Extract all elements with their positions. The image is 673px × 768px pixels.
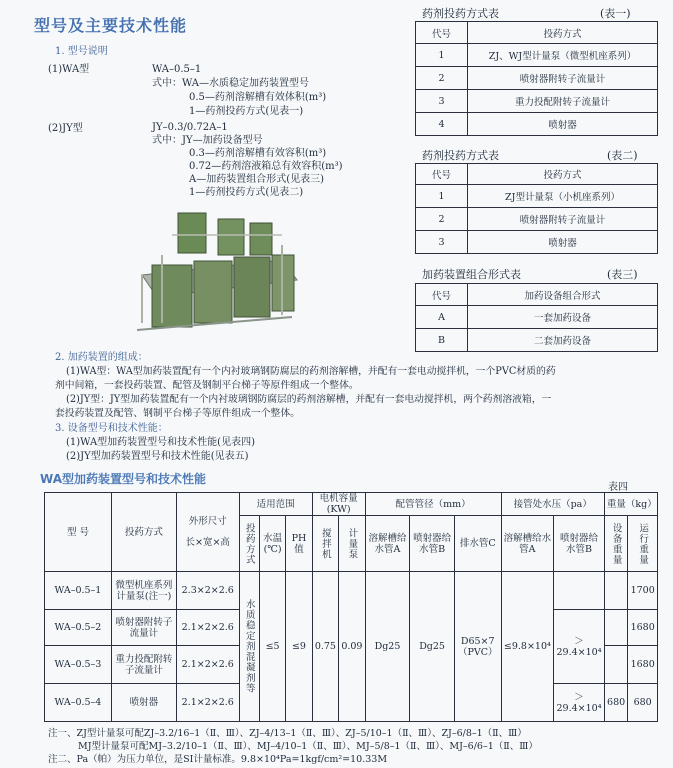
table2-title: 药剂投药方式表 [422, 149, 499, 162]
table4-sub-stir: 搅拌机 [312, 516, 339, 572]
table-row: 3 喷射器 [416, 231, 658, 254]
page-title: 型号及主要技术性能 [34, 16, 188, 35]
table4-sub-pump: 计量泵 [339, 516, 366, 572]
table4-header-size-unit: 长×宽×高 [185, 537, 230, 548]
jy-line-2: 0.3—药剂溶解槽有效容积(m³) [189, 148, 327, 159]
table4 [44, 492, 658, 722]
table3-header-form: 加药设备组合形式 [468, 284, 658, 306]
table4-header-size-label: 外形尺寸 [188, 516, 227, 527]
table4-header-size [176, 493, 239, 572]
jy-line-4: A—加药装置组合形式(见表三) [189, 174, 325, 185]
composition-p2-line2: 套投药装置及配管、钢制平台梯子等原件组成一个整体。 [55, 408, 300, 419]
table2-tag: (表二) [607, 149, 638, 162]
table4-sub-drain: 排水管C [454, 516, 501, 572]
table4-header-pipe: 配管管径（mm） [365, 493, 501, 516]
jy-label: (2)JY型 [48, 123, 83, 134]
table-row: 2 喷射器附转子流量计 [416, 208, 658, 231]
table1-header-code: 代号 [416, 22, 468, 44]
table1 [415, 21, 658, 136]
note-1-line-2: MJ型计量泵可配MJ–3.2/10–1（Ⅱ、Ⅲ）、MJ–4/10–1（Ⅱ、Ⅲ）、MJ–5/8–1（Ⅱ、Ⅲ）、MJ–6/6–1（Ⅱ、Ⅲ） [78, 741, 538, 752]
jy-line-5: 1—药剂投药方式(见表二) [189, 187, 304, 198]
table4-sub-presB: 喷射器给水管B [554, 516, 605, 572]
table4-header-scope: 适用范围 [239, 493, 312, 516]
table4-sub-ph: PH值 [286, 516, 312, 572]
table4-sub-pipeB: 喷射器给水管B [410, 516, 455, 572]
equipment-photo [132, 205, 300, 345]
table1-tag: (表一) [600, 7, 631, 20]
composition-p1-line2: 剂中间箱，一套投药装置、配管及钢制平台梯子等原件组成一个整体。 [55, 380, 359, 391]
table-row: WA–0.5–2 喷射器附转子流量计 2.1×2×2.6 ＞29.4×10⁴ 1680 [45, 610, 658, 646]
table4-sub-method: 投药方式 [239, 516, 259, 572]
jy-line-3: 0.72—药剂溶液箱总有效容积(m³) [189, 161, 343, 172]
table4-sub-eq-weight: 设备重量 [604, 516, 627, 572]
table-row: 3 重力投配附转子流量计 [416, 90, 658, 113]
section3-item-1: (1)WA型加药装置型号和技术性能(见表四) [66, 437, 255, 448]
table3-header-code: 代号 [416, 284, 468, 306]
wa-label: (1)WA型 [48, 64, 90, 75]
table4-header-weight: 重量（kg） [604, 493, 657, 516]
table4-title: WA型加药装置型号和技术性能 [40, 472, 206, 486]
table-row: 4 喷射器 [416, 113, 658, 136]
table-row: A 一套加药设备 [416, 306, 658, 329]
table-row: 1 ZJ、WJ型计量泵（微型机座系列） [416, 44, 658, 67]
table3-tag: (表三) [607, 268, 638, 281]
wa-line-1: 式中：WA—水质稳定加药装置型号 [152, 78, 310, 89]
table3 [415, 283, 658, 352]
table2-header-code: 代号 [416, 164, 468, 185]
table-row: 1 ZJ型计量泵（小机座系列） [416, 185, 658, 208]
table3-title: 加药装置组合形式表 [422, 268, 521, 281]
section3-heading: 3. 设备型号和技术性能： [55, 423, 168, 434]
wa-code: WA–0.5–1 [152, 64, 202, 75]
table-row: B 二套加药设备 [416, 329, 658, 352]
table1-header-method: 投药方式 [468, 22, 658, 44]
wa-line-2: 0.5—药剂溶解槽有效体积(m³) [189, 92, 327, 103]
table4-sub-temp: 水温(℃) [259, 516, 285, 572]
table4-sub-pipeA: 溶解槽给水管A [365, 516, 410, 572]
wa-line-3: 1—药剂投药方式(见表一) [189, 106, 304, 117]
table4-sub-presA: 溶解槽给水管A [501, 516, 554, 572]
table4-merged-method: 水质稳定剂混凝剂等 [239, 572, 259, 722]
note-2: 注二、Pa（帕）为压力单位，是SI计量标准。9.8×10⁴Pa=1kgf/cm²=10.33M [48, 754, 388, 765]
table-row: 2 喷射器附转子流量计 [416, 67, 658, 90]
table4-header-power: 电机容量(KW) [312, 493, 365, 516]
composition-heading: 2. 加药装置的组成： [55, 352, 148, 363]
table2 [415, 163, 658, 254]
table4-header-model: 型 号 [45, 493, 112, 572]
table4-header-pressure: 接管处水压（pa） [501, 493, 604, 516]
jy-code: JY–0.3/0.72A–1 [152, 122, 228, 133]
table-row: WA–0.5–1 微型机座系列计量泵(注一) 2.3×2×2.6 水质稳定剂混凝剂等 ≤5 ≤9 0.75 0.09 Dg25 Dg25 D65×7（PVC） ≤9.8×10⁴ 1700 [45, 572, 658, 610]
jy-line-1: 式中：JY—加药设备型号 [152, 135, 263, 146]
table4-tag: 表四 [608, 482, 628, 493]
table-row: WA–0.5–3 重力投配附转子流量计 2.1×2×2.6 1680 [45, 646, 658, 684]
table-row: WA–0.5–4 喷射器 2.1×2×2.6 ＞29.4×10⁴ 680 680 [45, 684, 658, 722]
table4-header-method: 投药方式 [111, 493, 176, 572]
table1-title: 药剂投药方式表 [422, 7, 499, 20]
composition-p1-line1: (1)WA型：WA型加药装置配有一个内衬玻璃钢防腐层的药剂溶解槽，并配有一套电动搅拌机，一个PVC材质的药 [66, 366, 556, 377]
models-heading: 1. 型号说明 [55, 46, 108, 57]
table4-sub-run-weight: 运行重量 [628, 516, 658, 572]
note-1-line-1: 注一、ZJ型计量泵可配ZJ–3.2/16–1（Ⅱ、Ⅲ）、ZJ–4/13–1（Ⅱ、Ⅲ）、ZJ–5/10–1（Ⅱ、Ⅲ）、ZJ–6/8–1（Ⅱ、Ⅲ） [48, 728, 527, 739]
table2-header-method: 投药方式 [468, 164, 658, 185]
section3-item-2: (2)JY型加药装置型号和技术性能(见表五) [66, 451, 249, 462]
composition-p2-line1: (2)JY型：JY型加药装置配有一个内衬玻璃钢防腐层的药剂溶解槽，并配有一套电动搅拌机，两个药剂溶液箱，一 [66, 394, 552, 405]
